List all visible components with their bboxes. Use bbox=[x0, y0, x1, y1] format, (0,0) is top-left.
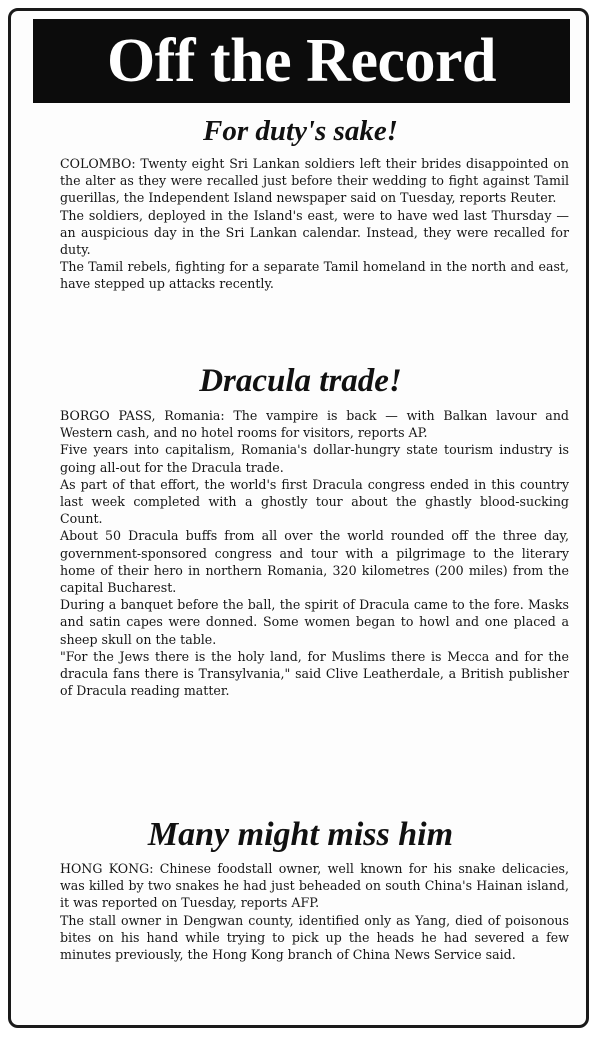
story-headline-dracula: Dracula trade! bbox=[199, 363, 402, 399]
paragraph: The stall owner in Dengwan county, identified only as Yang, died of poisonous bites on his hand while trying to pick up the heads he had severed a few minutes previously, the Hong Kong branch of China News Service said. bbox=[60, 912, 569, 963]
column-banner bbox=[33, 19, 570, 103]
paragraph: The soldiers, deployed in the Island's east, were to have wed last Thursday — an auspicious day in the Sri Lankan calendar. Instead, they were recalled for duty. bbox=[60, 207, 569, 258]
story-body-snakes bbox=[60, 860, 569, 963]
story-headline-duty: For duty's sake! bbox=[203, 115, 398, 147]
paragraph: As part of that effort, the world's first Dracula congress ended in this country last week completed with a ghostly tour about the ghastly blood-sucking Count. bbox=[60, 476, 569, 527]
paragraph: About 50 Dracula buffs from all over the world rounded off the three day, government-sponsored congress and tour with a pilgrimage to the literary home of their hero in northern Romania, 320 kilometres (200 miles) from the capital Bucharest. bbox=[60, 528, 569, 596]
paragraph: BORGO PASS, Romania: The vampire is back — with Balkan lavour and Western cash, and no hotel rooms for visitors, reports AP. bbox=[60, 408, 569, 441]
story-headline-snakes: Many might miss him bbox=[147, 816, 454, 853]
paragraph: "For the Jews there is the holy land, for Muslims there is Mecca and for the dracula fans there is Transylvania," said Clive Leatherdale, a British publisher of Dracula reading matter. bbox=[60, 648, 569, 699]
column-title: Off the Record bbox=[107, 27, 496, 95]
story-body-duty bbox=[60, 155, 569, 293]
paragraph: Five years into capitalism, Romania's dollar-hungry state tourism industry is going all-out for the Dracula trade. bbox=[60, 442, 569, 475]
story-body-dracula bbox=[60, 407, 569, 699]
paragraph: HONG KONG: Chinese foodstall owner, well known for his snake delicacies, was killed by two snakes he had just beheaded on south China's Hainan island, it was reported on Tuesday, reports AFP. bbox=[60, 861, 569, 911]
paragraph: The Tamil rebels, fighting for a separate Tamil homeland in the north and east, have stepped up attacks recently. bbox=[60, 259, 569, 292]
paragraph: COLOMBO: Twenty eight Sri Lankan soldiers left their brides disappointed on the alter as they were recalled just before their wedding to fight against Tamil guerillas, the Independent Island newspaper said on Tuesday, reports Reuter. bbox=[60, 156, 569, 206]
paragraph: During a banquet before the ball, the spirit of Dracula came to the fore. Masks and satin capes were donned. Some women began to howl and one placed a sheep skull on the table. bbox=[60, 597, 569, 647]
